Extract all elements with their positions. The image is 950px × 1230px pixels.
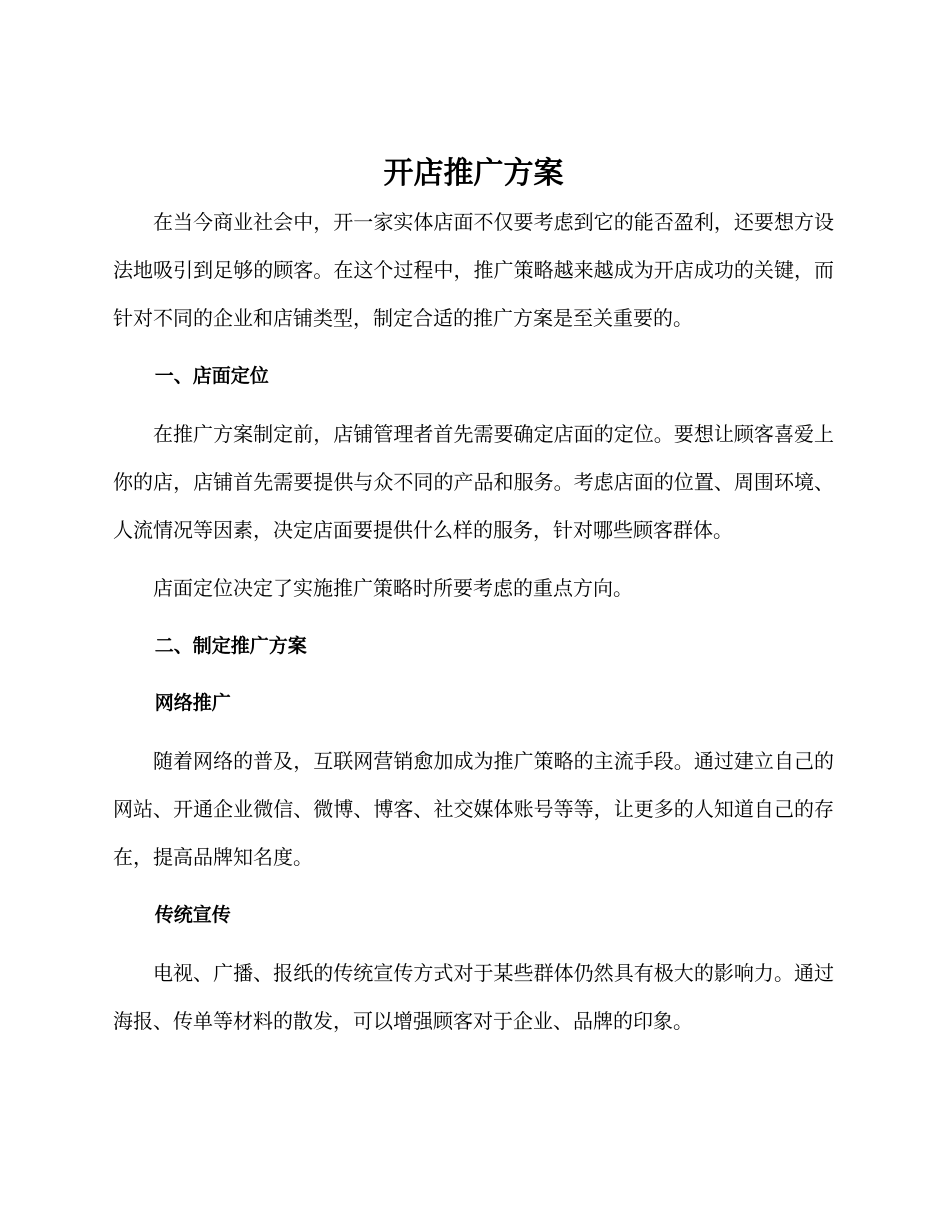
subheading-online-promotion: 网络推广 xyxy=(154,692,231,714)
traditional-promotion-paragraph: 电视、广播、报纸的传统宣传方式对于某些群体仍然具有极大的影响力。通过海报、传单等材料的散发，可以增强顾客对于企业、品牌的印象。 xyxy=(113,961,834,1033)
document-title: 开店推广方案 xyxy=(383,156,564,191)
positioning-paragraph: 在推广方案制定前，店铺管理者首先需要确定店面的定位。要想让顾客喜爱上你的店，店铺首先需要提供与众不同的产品和服务。考虑店面的位置、周围环境、人流情况等因素，决定店面要提供什么样的服务，针对哪些顾客群体。 xyxy=(113,422,834,542)
online-promotion-paragraph: 随着网络的普及，互联网营销愈加成为推广策略的主流手段。通过建立自己的网站、开通企业微信、微博、博客、社交媒体账号等等，让更多的人知道自己的存在，提高品牌知名度。 xyxy=(113,749,834,869)
intro-paragraph: 在当今商业社会中，开一家实体店面不仅要考虑到它的能否盈利，还要想方设法地吸引到足够的顾客。在这个过程中，推广策略越来越成为开店成功的关键，而针对不同的企业和店铺类型，制定合适的推广方案是至关重要的。 xyxy=(113,210,834,330)
section-heading-promotion-plan: 二、制定推广方案 xyxy=(154,635,307,657)
section-heading-positioning: 一、店面定位 xyxy=(154,365,269,387)
subheading-traditional-promotion: 传统宣传 xyxy=(154,904,231,926)
positioning-summary-paragraph: 店面定位决定了实施推广策略时所要考虑的重点方向。 xyxy=(153,576,633,600)
